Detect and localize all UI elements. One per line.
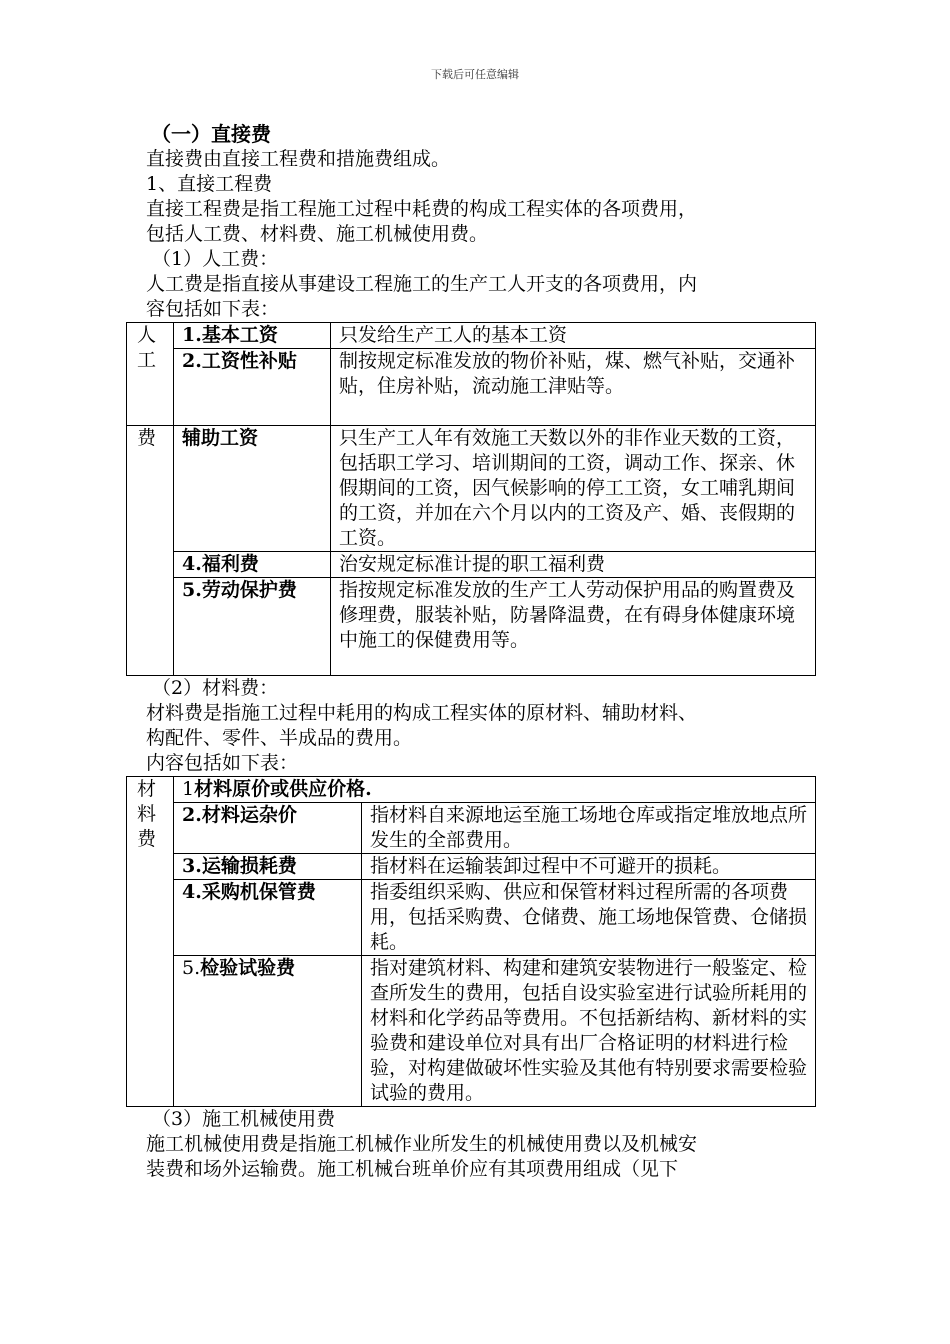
machine-heading: （3）施工机械使用费 bbox=[152, 1108, 336, 1130]
table-row bbox=[127, 777, 816, 803]
full-row-cell: 1材料原价或供应价格. bbox=[174, 777, 816, 803]
material-text: 内容包括如下表： bbox=[146, 752, 299, 774]
intro-text: 直接费由直接工程费和措施费组成。 bbox=[146, 148, 451, 170]
definition-line: 直接工程费是指工程施工过程中耗费的构成工程实体的各项费用， bbox=[146, 198, 698, 220]
table-row bbox=[127, 854, 816, 880]
item-cell: 2.工资性补贴 bbox=[174, 349, 331, 426]
item-cell: 3.运输损耗费 bbox=[174, 854, 362, 880]
table-row bbox=[127, 880, 816, 956]
table-row bbox=[127, 803, 816, 854]
item-cell: 辅助工资 bbox=[174, 426, 331, 552]
sub-heading: 1、直接工程费 bbox=[146, 173, 273, 195]
side-label: 人 工 bbox=[127, 323, 174, 426]
machine-text: 施工机械使用费是指施工机械作业所发生的机械使用费以及机械安 bbox=[146, 1133, 698, 1155]
item-cell: 4.福利费 bbox=[174, 552, 331, 578]
document-body bbox=[137, 122, 816, 1182]
desc-cell: 指委组织采购、供应和保管材料过程所需的各项费用，包括采购费、仓储费、施工场地保管费、仓储损耗。 bbox=[362, 880, 816, 956]
table-row bbox=[127, 578, 816, 676]
item-cell: 4.采购机保管费 bbox=[174, 880, 362, 956]
material-text: 构配件、零件、半成品的费用。 bbox=[146, 727, 413, 749]
labor-cost-table bbox=[126, 322, 816, 676]
item-cell: 1.基本工资 bbox=[174, 323, 331, 349]
table-row bbox=[127, 956, 816, 1107]
table-row bbox=[127, 349, 816, 426]
table-row bbox=[127, 552, 816, 578]
side-label: 材 料 费 bbox=[127, 777, 174, 1107]
material-cost-table bbox=[126, 776, 816, 1107]
desc-cell: 只发给生产工人的基本工资 bbox=[331, 323, 816, 349]
table-row bbox=[127, 323, 816, 349]
desc-cell: 指对建筑材料、构建和建筑安装物进行一般鉴定、检查所发生的费用，包括自设实验室进行试验所耗用的材料和化学药品等费用。不包括新结构、新材料的实验费和建设单位对具有出厂合格证明的材料进行检验，对构建做破坏性实验及其他有特别要求需要检验试验的费用。 bbox=[362, 956, 816, 1107]
definition-line: 包括人工费、材料费、施工机械使用费。 bbox=[146, 223, 489, 245]
machine-text: 装费和场外运输费。施工机械台班单价应有其项费用组成（见下 bbox=[146, 1158, 679, 1180]
labor-text: 人工费是指直接从事建设工程施工的生产工人开支的各项费用，内 bbox=[146, 273, 698, 295]
desc-cell: 只生产工人年有效施工天数以外的非作业天数的工资，包括职工学习、培训期间的工资，调动工作、探亲、休假期间的工资，因气候影响的停工工资，女工哺乳期间的工资，并加在六个月以内的工资及产、婚、丧假期的工资。 bbox=[331, 426, 816, 552]
item-cell: 2.材料运杂价 bbox=[174, 803, 362, 854]
desc-cell: 指材料在运输装卸过程中不可避开的损耗。 bbox=[362, 854, 816, 880]
material-heading: （2）材料费： bbox=[152, 677, 279, 699]
page-header: 下载后可任意编辑 bbox=[431, 68, 519, 81]
labor-heading: （1）人工费： bbox=[152, 248, 279, 270]
material-text: 材料费是指施工过程中耗用的构成工程实体的原材料、辅助材料、 bbox=[146, 702, 698, 724]
section-title: （一）直接费 bbox=[151, 122, 271, 146]
desc-cell: 制按规定标准发放的物价补贴，煤、燃气补贴，交通补贴，住房补贴，流动施工津贴等。 bbox=[331, 349, 816, 426]
desc-cell: 指按规定标准发放的生产工人劳动保护用品的购置费及修理费，服装补贴，防暑降温费，在有碍身体健康环境中施工的保健费用等。 bbox=[331, 578, 816, 676]
side-label: 费 bbox=[127, 426, 174, 676]
item-cell: 5.检验试验费 bbox=[174, 956, 362, 1107]
item-cell: 5.劳动保护费 bbox=[174, 578, 331, 676]
labor-text: 容包括如下表： bbox=[146, 298, 280, 320]
desc-cell: 治安规定标准计提的职工福利费 bbox=[331, 552, 816, 578]
table-row bbox=[127, 426, 816, 552]
desc-cell: 指材料自来源地运至施工场地仓库或指定堆放地点所发生的全部费用。 bbox=[362, 803, 816, 854]
